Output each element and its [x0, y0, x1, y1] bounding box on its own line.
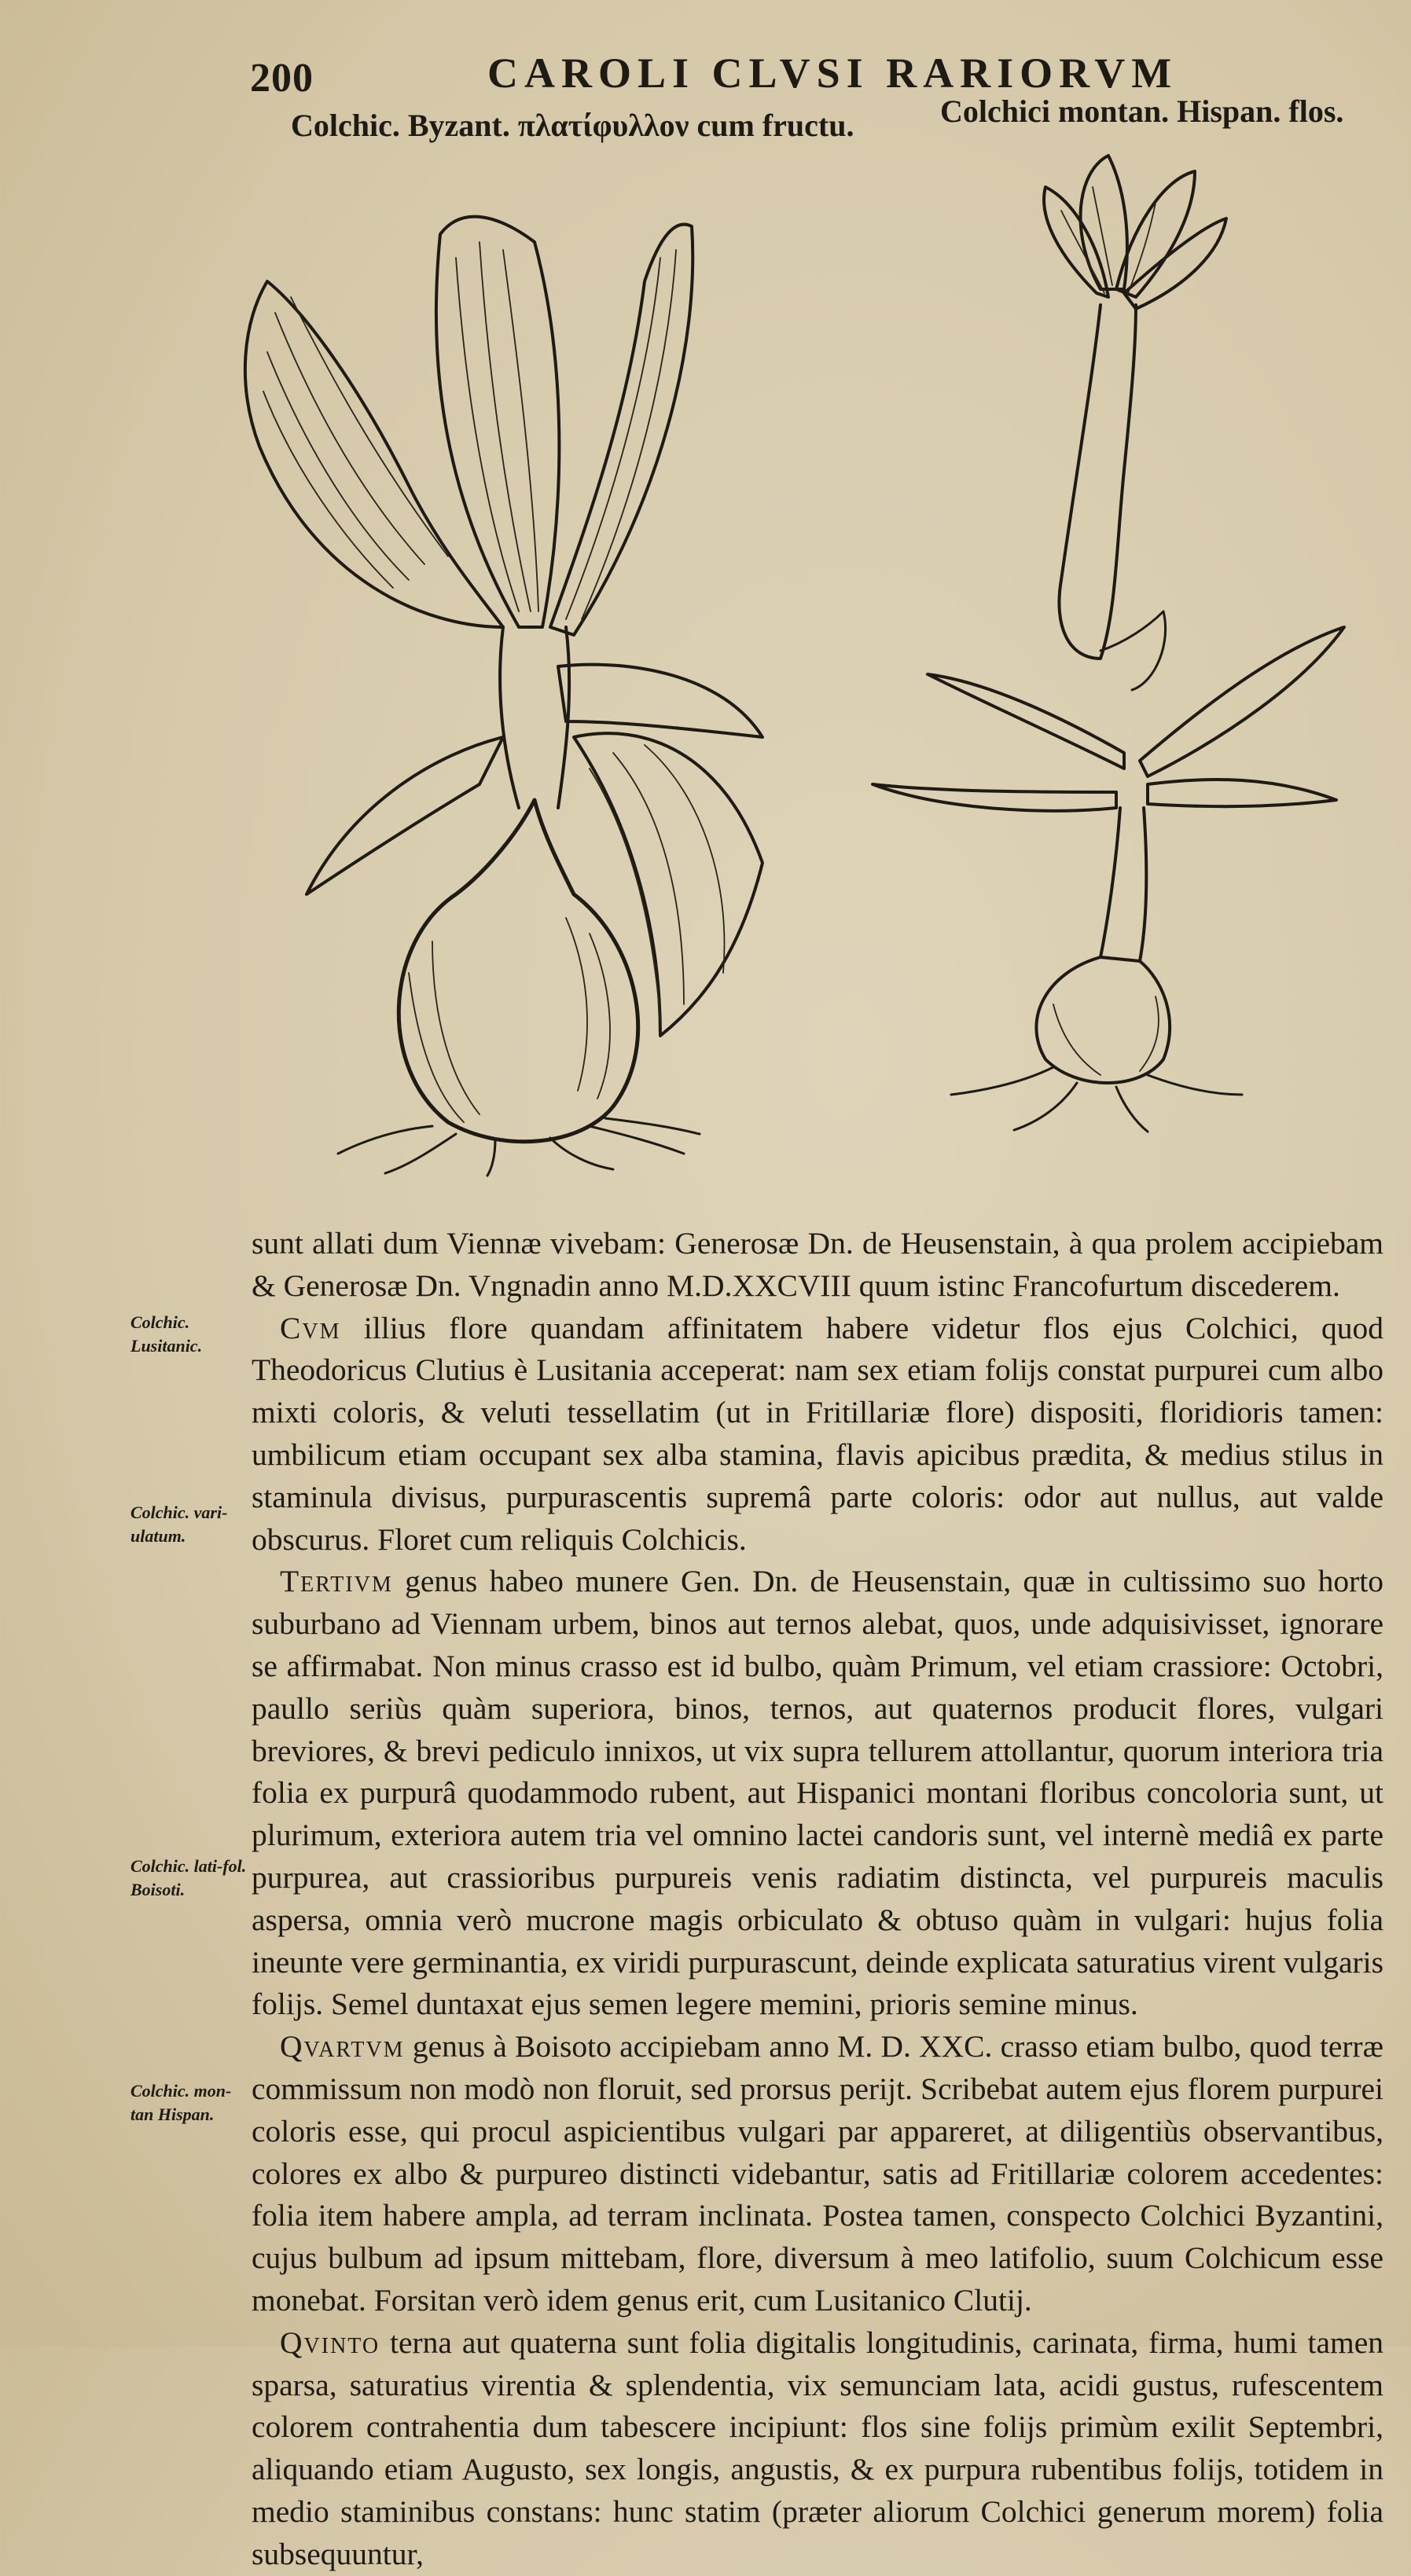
paragraph-3 — [252, 1561, 1383, 2026]
left-figure-caption: Colchic. Byzant. πλατίφυλλον cum fructu. — [291, 108, 854, 143]
page-number: 200 — [250, 56, 314, 101]
paragraph-2-lead: Cvm — [280, 1310, 341, 1345]
colchicum-montanum-woodcut — [865, 140, 1352, 1138]
margin-note-lusitanic: Colchic. Lusitanic. — [130, 1312, 203, 1356]
right-figure-caption: Colchici montan. Hispan. flos. — [940, 94, 1344, 129]
margin-note-montanum: Colchic. mon-tan Hispan. — [130, 2081, 232, 2124]
paragraph-3-lead: Tertivm — [280, 1564, 393, 1599]
paragraph-4 — [252, 2026, 1383, 2322]
paragraph-4-lead: Qvartvm — [280, 2029, 405, 2064]
paragraph-3-text: genus habeo munere Gen. Dn. de Heusenstain, quæ in cultissimo suo horto suburbano ad Viennam urbem, binos aut ternos alebat, quos, unde adquisivisset, ignorare se affirmabat. Non minus crasso est id bulbo, quàm Primum, vel etiam crassiore: Octobri, paullo seriùs quàm superiora, binos, ternos, aut quaternos producit flores, vulgari breviores, & brevi pediculo innixos, ut vix supra tellurem attollantur, quorum interiora tria folia ex purpurâ quodammodo rubent, aut Hispanici montani floribus concoloria sunt, ut plurimum, exteriora autem tria vel omnino lactei candoris sunt, vel internè mediâ ex parte purpurea, aut crassioribus purpureis venis radiatim distincta, vel purpureis maculis aspersa, omnia verò mucrone magis orbiculato & obtuso quàm in vulgari: hujus folia ineunte vere germinantia, ex viridi purpurascunt, deinde explicata saturatius virent vulgaris folijs. Semel duntaxat ejus semen legere memini, prioris semine minus. — [252, 1564, 1384, 2022]
paragraph-2 — [252, 1308, 1383, 1561]
margin-note-latifolium: Colchic. lati-fol. Boisoti. — [130, 1856, 247, 1899]
paragraph-5-text: terna aut quaterna sunt folia digitalis longitudinis, carinata, firma, humi tamen sparsa, saturatius virentia & splendentia, vix semunciam lata, acidi gustus, rufescentem colorem contrahentia dum tabescere incipiunt: flos sine folijs primùm exilit Septembri, aliquando etiam Augusto, sex longis, angustis, & ex purpura rubentibus folijs, totidem in medio staminibus constans: hunc statim (præter aliorum Colchici generum morem) folia subsequuntur, — [252, 2325, 1383, 2571]
body-text — [252, 1223, 1383, 2576]
margin-note-variegatum: Colchic. vari-ulatum. — [130, 1503, 228, 1546]
colchicum-byzantinum-woodcut — [220, 187, 770, 1177]
paragraph-5-lead: Qvinto — [280, 2325, 380, 2360]
paragraph-5 — [252, 2322, 1383, 2576]
paragraph-2-text: illius flore quandam affinitatem habere videtur flos ejus Colchici, quod Theodoricus Clutius è Lusitania acceperat: nam sex etiam folijs constat purpurei cum albo mixti coloris, & veluti tessellatim (ut in Fritillariæ flore) dispositi, floridioris tamen: umbilicum etiam occupant sex alba stamina, flavis apicibus prædita, & medius stilus in staminula divisus, purpurascentis supremâ parte coloris: odor aut nullus, aut valde obscurus. Floret cum reliquis Colchicis. — [252, 1310, 1384, 1557]
paragraph-4-text: genus à Boisoto accipiebam anno M. D. XXC. crasso etiam bulbo, quod terræ commissum non modò non floruit, sed prorsus perijt. Scribebat autem ejus florem purpurei coloris esse, qui procul aspicientibus vulgari par appareret, at diligentiùs observantibus, colores ex albo & purpureo distincti videbantur, satis ad Fritillariæ colorem accedentes: folia item habere ampla, ad terram inclinata. Postea tamen, conspecto Colchici Byzantini, cujus bulbum ad ipsum mittebam, flore, diversum à meo latifolio, suum Colchicum esse monebat. Forsitan verò idem genus erit, cum Lusitanico Clutij. — [252, 2029, 1384, 2317]
running-title: CAROLI CLVSI RARIORVM — [487, 50, 1178, 97]
paragraph-1: sunt allati dum Viennæ vivebam: Generosæ Dn. de Heusenstain, à qua prolem accipiebam & Generosæ Dn. Vngnadin anno M.D.XXCVIII quum istinc Francofurtum discederem. — [252, 1226, 1383, 1303]
